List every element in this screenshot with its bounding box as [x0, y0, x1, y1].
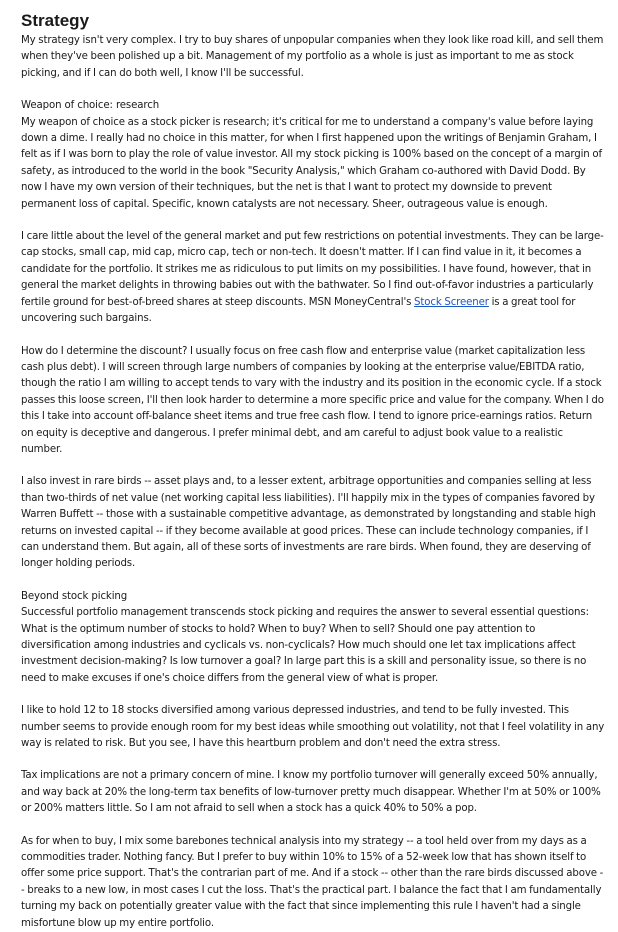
- page-title: Strategy: [21, 11, 90, 30]
- section-heading-beyond: Beyond stock picking: [21, 590, 128, 602]
- research-paragraph-4: I also invest in rare birds -- asset plays and, to a lesser extent, arbitrage opportunities and companies selling at less than two-thirds of net value (net working capital less liabilities). I'll happily mix in the types of companies favored by Warren Buffett -- those with a sustainable competitive advantage, as demonstrated by longstanding and stable high returns on invested capital -- if they become available at good prices. These can include technology companies, if I can understand them. But again, all of these sorts of investments are rare birds. When found, they are deserving of longer holding periods.: [21, 476, 596, 570]
- research-paragraph-1: My weapon of choice as a stock picker is research; it's critical for me to understand a company's value before laying down a dime. I really had no choice in this matter, for when I first happened upon the writings of Benjamin Graham, I felt as if I was born to play the role of value investor. All my stock picking is 100% based on the concept of a margin of safety, as introduced to the world in the book "Security Analysis," which Graham co-authored with David Dodd. By now I have my own version of their techniques, but the net is that I want to protect my downside to prevent permanent loss of capital. Specific, known catalysts are not necessary. Sheer, outrageous value is enough.: [21, 116, 602, 210]
- paragraph-text: is a great tool for uncovering such bargains.: [21, 296, 576, 325]
- beyond-paragraph-3: Tax implications are not a primary concern of mine. I know my portfolio turnover will generally exceed 50% annually, and way back at 20% the long-term tax benefits of low-turnover pretty much disappear. Whether I'm at 50% or 100% or 200% matters little. So I am not afraid to sell when a stock has a quick 40% to 50% a pop.: [21, 770, 601, 815]
- research-paragraph-2: [21, 229, 606, 327]
- beyond-paragraph-1: Successful portfolio management transcends stock picking and requires the answer to several essential questions: What is the optimum number of stocks to hold? When to buy? When to sell? Should one pay attention to diversification among industries and cyclicals vs. non-cyclicals? How much should one let tax implications affect investment decision-making? Is low turnover a goal? In large part this is a skill and personality issue, so there is no need to make excuses if one's choice differs from the general view of what is proper.: [21, 607, 589, 684]
- stock-screener-link[interactable]: Stock Screener: [414, 296, 489, 308]
- section-heading-research: Weapon of choice: research: [21, 100, 160, 112]
- intro-paragraph: My strategy isn't very complex. I try to buy shares of unpopular companies when they look like road kill, and sell them when they've been polished up a bit. Management of my portfolio as a whole is just as important to me as stock picking, and if I can do both well, I know I'll be successful.: [21, 35, 604, 79]
- beyond-paragraph-2: I like to hold 12 to 18 stocks diversified among various depressed industries, and tend to be fully invested. This number seems to provide enough room for my best ideas while smoothing out volatility, not that I feel volatility in any way is related to risk. But you see, I have this heartburn problem and don't need the extra stress.: [21, 705, 605, 750]
- paragraph-text: I care little about the level of the general market and put few restrictions on potential investments. They can be large-cap stocks, small cap, mid cap, micro cap, tech or non-tech. It doesn't matter. If I can find value in it, it becomes a candidate for the portfolio. It strikes me as ridiculous to put limits on my possibilities. I have found, however, that in general the market delights in throwing babies out with the bathwater. So I find out-of-favor industries a particularly fertile ground for best-of-breed shares at steep discounts. MSN MoneyCentral's: [21, 231, 604, 308]
- beyond-paragraph-4: As for when to buy, I mix some barebones technical analysis into my strategy -- a tool held over from my days as a commodities trader. Nothing fancy. But I prefer to buy within 10% to 15% of a 52-week low that has shown itself to offer some price support. That's the contrarian part of me. And if a stock -- other than the rare birds discussed above -- breaks to a new low, in most cases I cut the loss. That's the practical part. I balance the fact that I am fundamentally turning my back on potentially greater value with the fact that since implementing this rule I haven't had a single misfortune blow up my entire portfolio.: [21, 835, 604, 929]
- research-paragraph-3: How do I determine the discount? I usually focus on free cash flow and enterprise value (market capitalization less cash plus debt). I will screen through large numbers of companies by looking at the enterprise value/EBITDA ratio, though the ratio I am willing to accept tends to vary with the industry and its position in the economic cycle. If a stock passes this loose screen, I'll then look harder to determine a more specific price and value for the company. When I do this I take into account off-balance sheet items and true free cash flow. I tend to ignore price-earnings ratios. Return on equity is deceptive and dangerous. I prefer minimal debt, and am careful to adjust book value to a realistic number.: [21, 345, 604, 455]
